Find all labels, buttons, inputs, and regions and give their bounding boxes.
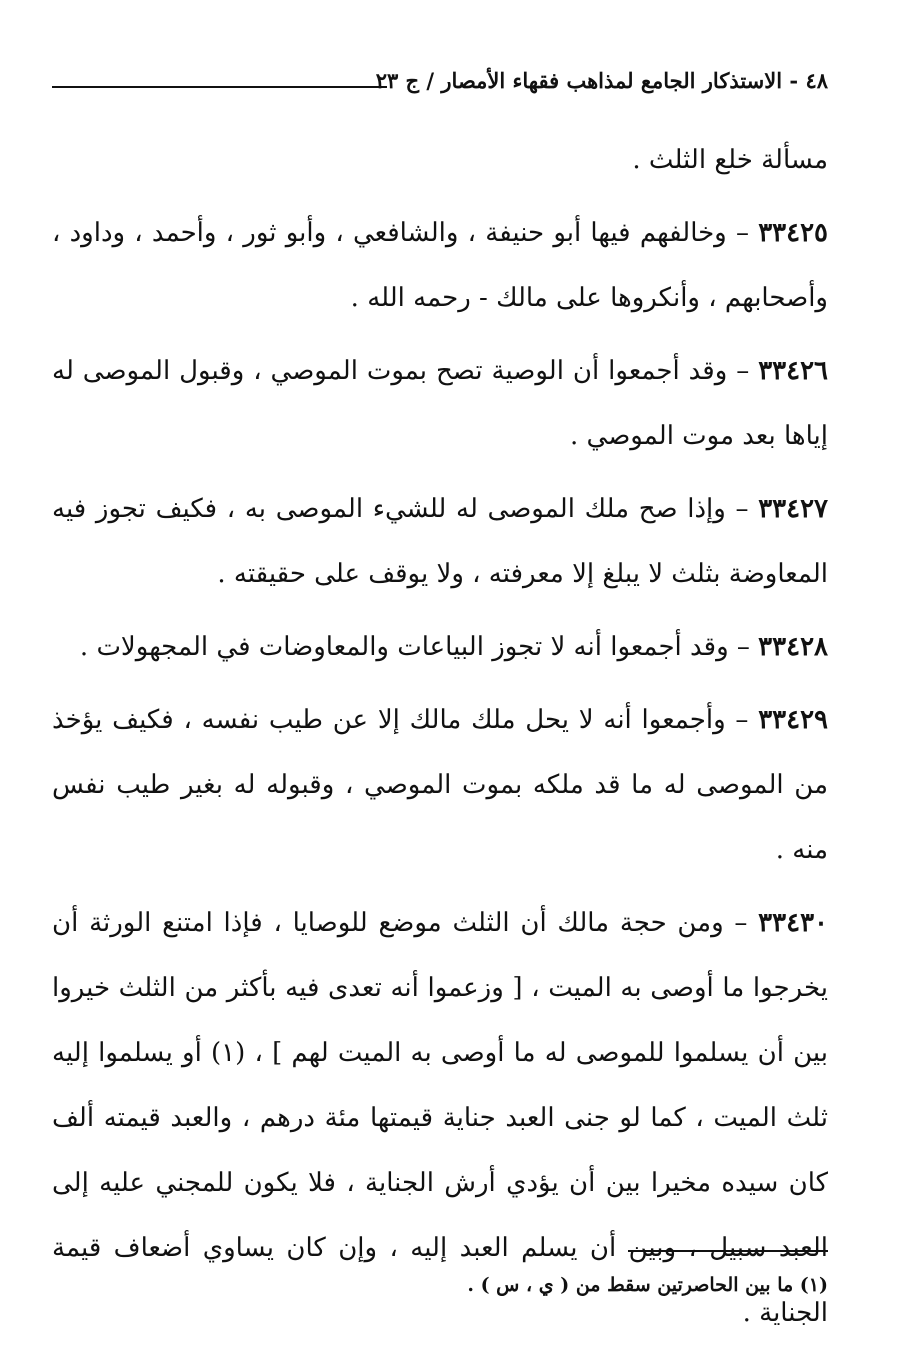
page-header — [52, 68, 828, 98]
paragraph-number: ٣٣٤٢٩ — [758, 705, 829, 735]
paragraph-33428: ٣٣٤٢٨ – وقد أجمعوا أنه لا تجوز البياعات والمعاوضات في المجهولات . — [79, 632, 828, 662]
main-text — [52, 128, 828, 1354]
paragraph-33427: ٣٣٤٢٧ – وإذا صح ملك الموصى له للشيء الموصى به ، فكيف تجوز فيه المعاوضة بثلث لا يبلغ إلا معرفته ، ولا يوقف على حقيقته . — [52, 494, 829, 589]
paragraph-text: ومن حجة مالك أن الثلث موضع للوصايا ، فإذا امتنع الورثة أن يخرجوا ما أوصى به الميت ، [ وزعموا أنه تعدى فيه بأكثر من الثلث خيروا بين أن يسلموا للموصى له ما أوصى به الميت لهم ] ، (١) أو يسلموا إليه ثلث الميت ، كما لو جنى العبد جناية قيمتها مئة درهم ، والعبد قيمته ألف كان سيده مخيرا بين أن يؤدي أرش الجناية ، فلا يكون للمجني عليه إلى العبد سبيل ، وبين أن يسلم العبد إليه ، وإن كان يساوي أضعاف قيمة الجناية . — [52, 908, 829, 1328]
paragraph-text: وقد أجمعوا أنه لا تجوز البياعات والمعاوضات في المجهولات . — [79, 632, 729, 662]
paragraph-33429: ٣٣٤٢٩ – وأجمعوا أنه لا يحل ملك مالك إلا عن طيب نفسه ، فكيف يؤخذ من الموصى له ما قد ملكه بموت الموصي ، وقبوله له بغير طيب نفس منه . — [52, 705, 829, 865]
paragraph-number: ٣٣٤٣٠ — [758, 908, 828, 938]
paragraph-33425: ٣٣٤٢٥ – وخالفهم فيها أبو حنيفة ، والشافعي ، وأبو ثور ، وأحمد ، وداود ، وأصحابهم ، وأنكروها على مالك - رحمه الله . — [52, 218, 829, 313]
paragraph-text: وإذا صح ملك الموصى له للشيء الموصى به ، فكيف تجوز فيه المعاوضة بثلث لا يبلغ إلا معرفته ، ولا يوقف على حقيقته . — [52, 494, 828, 589]
footnote: (١) ما بين الحاصرتين سقط من ( ي ، س ) . — [467, 1274, 828, 1296]
header-rule — [52, 86, 387, 88]
paragraph-text: وخالفهم فيها أبو حنيفة ، والشافعي ، وأبو ثور ، وأحمد ، وداود ، وأصحابهم ، وأنكروها على مالك - رحمه الله . — [52, 218, 828, 313]
paragraph-number: ٣٣٤٢٧ — [758, 494, 829, 524]
running-title: ٤٨ - الاستذكار الجامع لمذاهب فقهاء الأمصار / ج ٢٣ — [375, 68, 828, 93]
paragraph-33430: ٣٣٤٣٠ – ومن حجة مالك أن الثلث موضع للوصايا ، فإذا امتنع الورثة أن يخرجوا ما أوصى به الميت ، [ وزعموا أنه تعدى فيه بأكثر من الثلث خيروا بين أن يسلموا للموصى له ما أوصى به الميت لهم ] ، (١) أو يسلموا إليه ثلث الميت ، كما لو جنى العبد جناية قيمتها مئة درهم ، والعبد قيمته ألف كان سيده مخيرا بين أن يؤدي أرش الجناية ، فلا يكون للمجني عليه إلى العبد سبيل ، وبين أن يسلم العبد إليه ، وإن كان يساوي أضعاف قيمة الجناية . — [52, 908, 829, 1328]
paragraph-number: ٣٣٤٢٥ — [758, 218, 829, 248]
paragraph-text: وقد أجمعوا أن الوصية تصح بموت الموصي ، وقبول الموصى له إياها بعد موت الموصي . — [52, 356, 828, 451]
paragraph-text: وأجمعوا أنه لا يحل ملك مالك إلا عن طيب نفسه ، فكيف يؤخذ من الموصى له ما قد ملكه بموت الموصي ، وقبوله له بغير طيب نفس منه . — [52, 705, 828, 865]
paragraph-number: ٣٣٤٢٦ — [758, 356, 829, 386]
section-title: مسألة خلع الثلث . — [632, 145, 828, 175]
paragraph-33426: ٣٣٤٢٦ – وقد أجمعوا أن الوصية تصح بموت الموصي ، وقبول الموصى له إياها بعد موت الموصي . — [52, 356, 829, 451]
paragraph-number: ٣٣٤٢٨ — [758, 632, 828, 662]
footnote-separator — [628, 1250, 828, 1252]
